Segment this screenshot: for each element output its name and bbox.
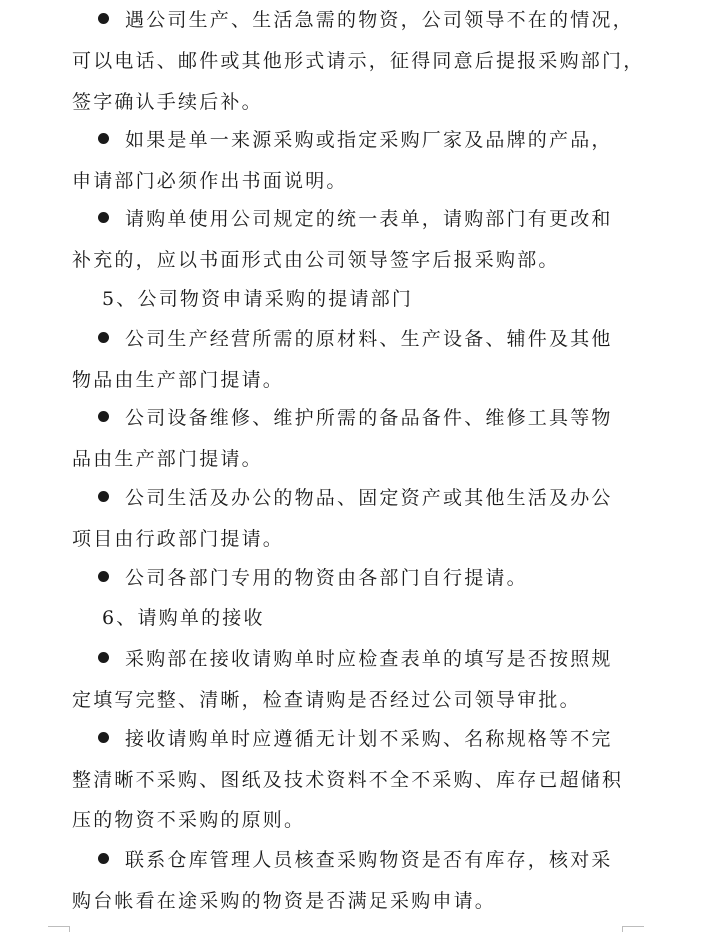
paragraph-line: 项目由行政部门提请。 — [72, 528, 285, 550]
paragraph-line: 定填写完整、清晰，检查请购是否经过公司领导审批。 — [72, 689, 581, 711]
bullet-icon — [98, 571, 109, 582]
bullet-icon — [98, 491, 109, 502]
paragraph-line: 购台帐看在途采购的物资是否满足采购申请。 — [72, 890, 497, 912]
paragraph-line: 申请部门必须作出书面说明。 — [72, 170, 348, 192]
paragraph-line: 签字确认手续后补。 — [72, 91, 263, 113]
paragraph-line: 遇公司生产、生活急需的物资，公司领导不在的情况， — [72, 8, 632, 32]
bullet-icon — [98, 853, 109, 864]
bullet-icon — [98, 133, 109, 144]
crop-mark — [69, 926, 70, 932]
paragraph-line: 品由生产部门提请。 — [72, 448, 263, 470]
bullet-icon — [98, 411, 109, 422]
paragraph-line: 整清晰不采购、图纸及技术资料不全不采购、库存已超储积 — [72, 769, 624, 791]
paragraph-line: 接收请购单时应遵循无计划不采购、名称规格等不完 — [72, 727, 632, 751]
paragraph-line: 公司各部门专用的物资由各部门自行提请。 — [72, 566, 632, 590]
bullet-icon — [98, 332, 109, 343]
paragraph-line: 公司生产经营所需的原材料、生产设备、辅件及其他 — [72, 327, 632, 351]
paragraph-line: 可以电话、邮件或其他形式请示，征得同意后提报采购部门， — [72, 50, 645, 72]
crop-mark — [622, 926, 644, 927]
paragraph-line: 公司生活及办公的物品、固定资产或其他生活及办公 — [72, 486, 632, 510]
paragraph-line: 补充的，应以书面形式由公司领导签字后报采购部。 — [72, 249, 560, 271]
section-heading: 5、公司物资申请采购的提请部门 — [102, 288, 414, 310]
section-heading: 6、请购单的接收 — [102, 607, 265, 629]
paragraph-line: 压的物资不采购的原则。 — [72, 809, 306, 831]
bullet-icon — [98, 732, 109, 743]
bullet-icon — [98, 212, 109, 223]
paragraph-line: 联系仓库管理人员核查采购物资是否有库存，核对采 — [72, 848, 632, 872]
paragraph-line: 如果是单一来源采购或指定采购厂家及品牌的产品， — [72, 128, 632, 152]
bullet-icon — [98, 13, 109, 24]
paragraph-line: 物品由生产部门提请。 — [72, 369, 285, 391]
paragraph-line: 请购单使用公司规定的统一表单，请购部门有更改和 — [72, 207, 632, 231]
paragraph-line: 采购部在接收请购单时应检查表单的填写是否按照规 — [72, 647, 632, 671]
bullet-icon — [98, 652, 109, 663]
crop-mark — [48, 926, 70, 927]
paragraph-line: 公司设备维修、维护所需的备品备件、维修工具等物 — [72, 406, 632, 430]
crop-mark — [622, 926, 623, 932]
